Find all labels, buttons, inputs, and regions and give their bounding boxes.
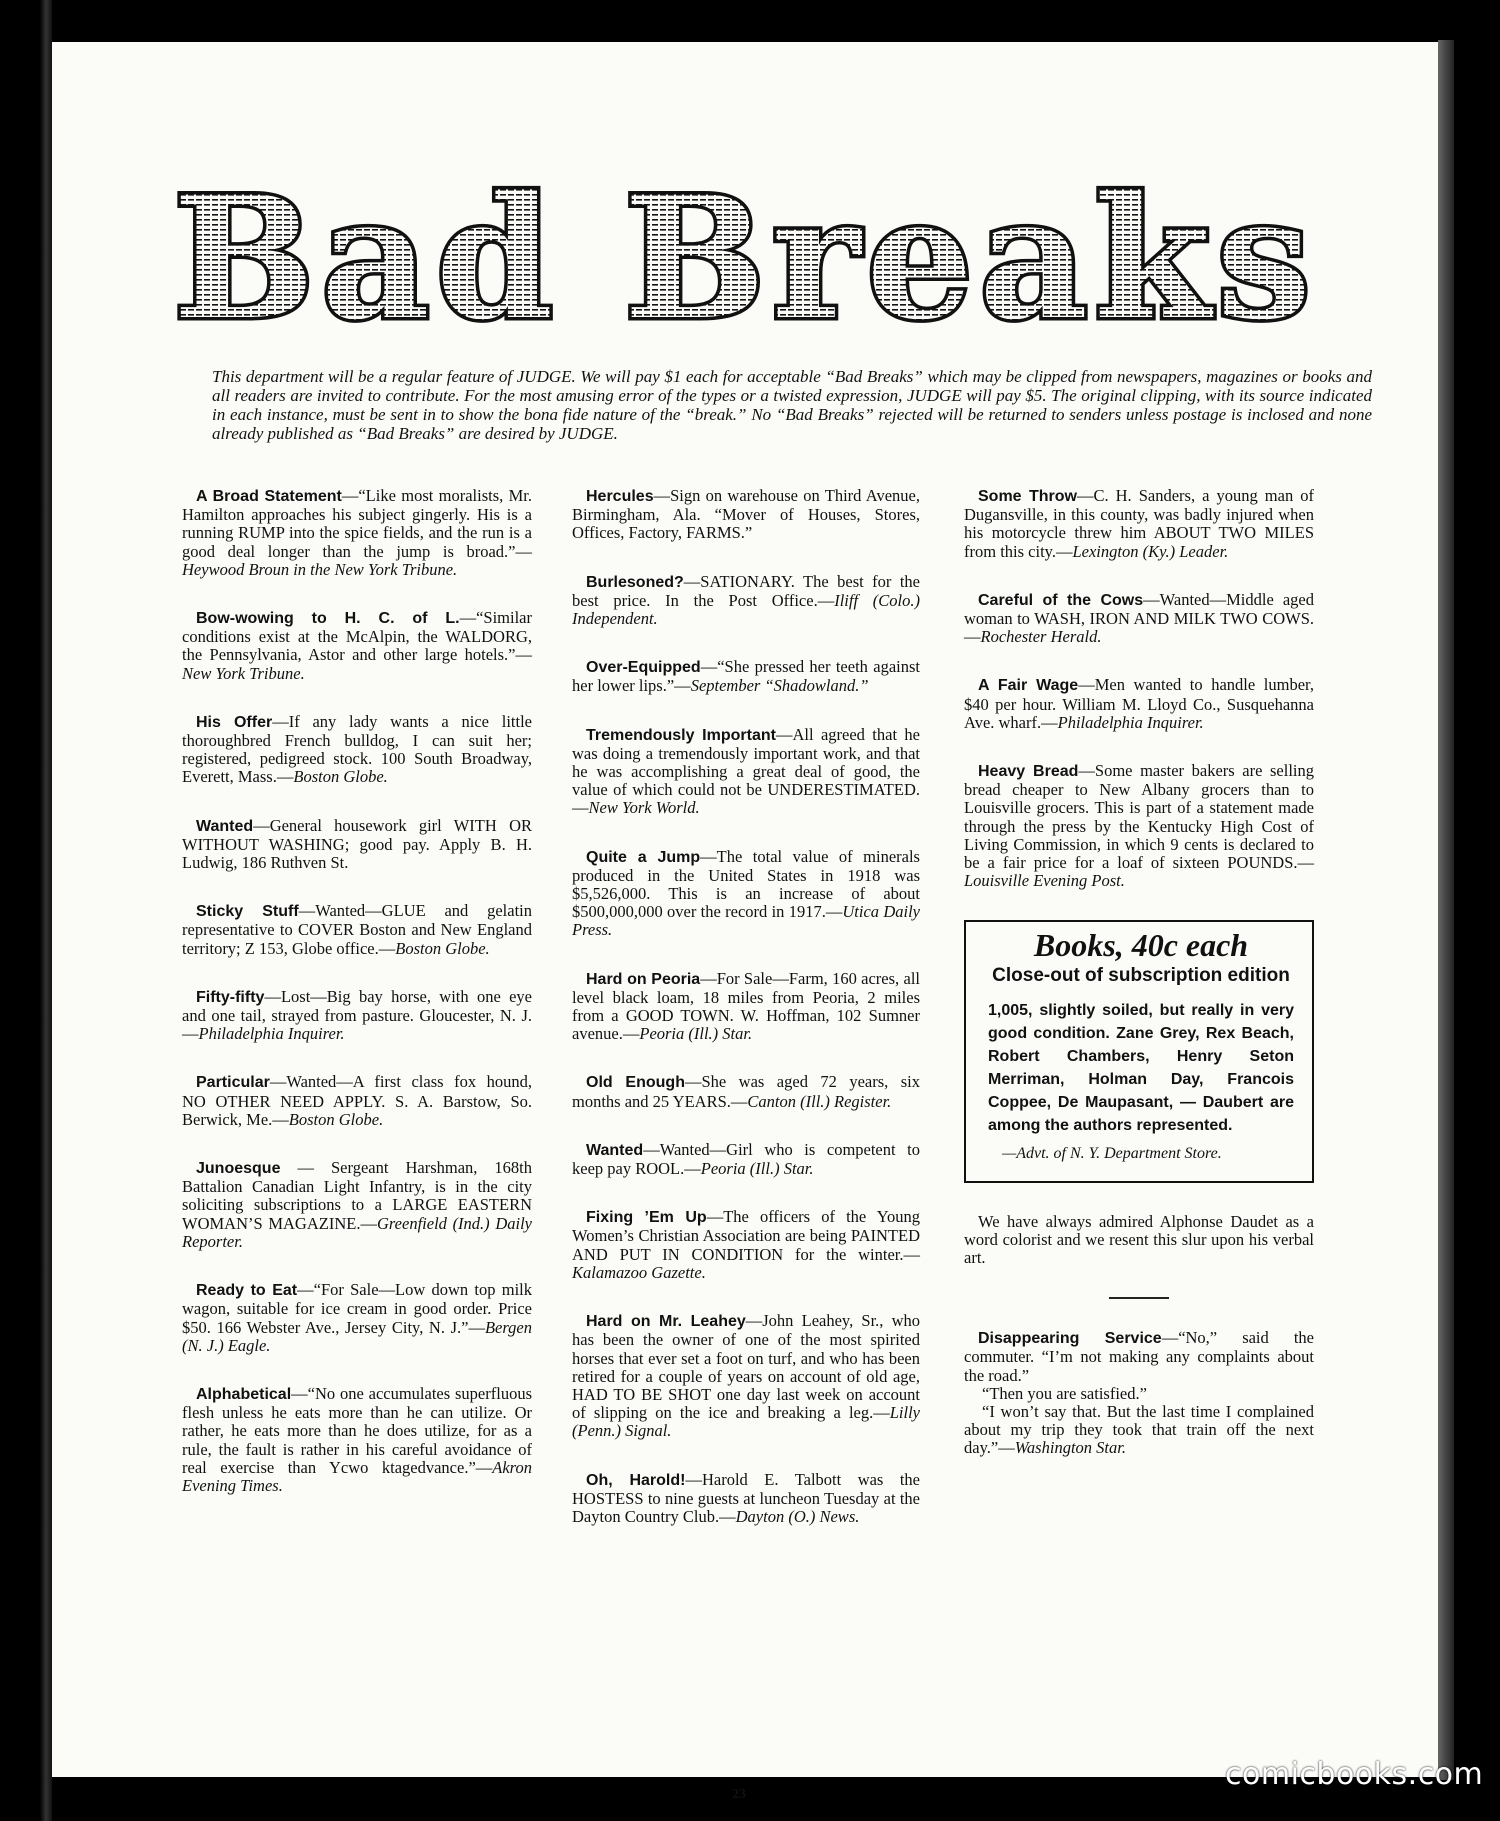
bad-break-text xyxy=(182,609,532,683)
bad-break-text xyxy=(572,1141,920,1178)
bad-break-source: Bergen (N. J.) Eagle. xyxy=(182,1317,532,1355)
bad-break-item xyxy=(182,1281,532,1355)
bad-break-item xyxy=(182,1385,532,1495)
bad-break-text xyxy=(572,1471,920,1527)
bad-break-body: —“No one accumulates superfluous flesh unless he eats more than he can utilize. Or rather, he eats more than he does utilize, for as a rule, the fault is rather in his careful avoidance of real exercise than Ycwo ktagedvance.”— xyxy=(182,1383,532,1477)
bad-break-source: September “Shadowland.” xyxy=(690,676,869,696)
bad-break-body: —Wanted—A first class fox hound, NO OTHER NEED APPLY. S. A. Barstow, So. Berwick, Me.— xyxy=(182,1072,532,1129)
bad-break-text xyxy=(572,1208,920,1282)
bad-break-body: —Harold E. Talbott was the HOSTESS to nine guests at luncheon Tuesday at the Dayton Country Club.— xyxy=(572,1469,921,1526)
bad-break-text xyxy=(964,591,1314,647)
bad-break-item xyxy=(572,848,920,940)
bad-break-text xyxy=(182,1281,532,1355)
bad-break-source: Akron Evening Times. xyxy=(182,1457,532,1495)
bad-break-body: —All agreed that he was doing a tremendously important work, and that he was accomplishing a great deal of good, the value of which could not be UNDERESTIMATED.— xyxy=(572,724,920,818)
bad-break-head: Hard on Mr. Leahey xyxy=(586,1313,746,1331)
final-text-1: —“No,” said the commuter. “I’m not making any complaints about the road.” xyxy=(964,1328,1314,1385)
bad-break-head: Wanted xyxy=(196,817,254,835)
bad-break-body: —Wanted—Girl who is competent to keep pay ROOL.— xyxy=(572,1139,920,1179)
bad-break-head: Bow-wowing to H. C. of L. xyxy=(196,610,460,628)
bad-break-item xyxy=(182,817,532,873)
bad-break-source: Dayton (O.) News. xyxy=(735,1506,860,1526)
bad-break-text xyxy=(572,1073,920,1110)
bad-break-body: —John Leahey, Sr., who has been the owner of one of the most spirited horses that ever set a foot on turf, and who has been retired for a couple of years on account of old age, HAD TO BE SHOT one day last week on account of slipping on the ice and breaking a leg.— xyxy=(572,1311,921,1423)
bad-break-item xyxy=(572,1312,920,1440)
bad-break-text xyxy=(572,726,920,818)
bad-break-head: His Offer xyxy=(196,713,273,731)
bad-break-head: Tremendously Important xyxy=(586,726,776,744)
bad-break-item xyxy=(572,487,920,543)
bad-break-body: —Sign on warehouse on Third Avenue, Birmingham, Ala. “Mover of Houses, Stores, Offices, Factory, FARMS.” xyxy=(572,486,920,543)
bad-break-source: Iliff (Colo.) Independent. xyxy=(572,590,920,629)
comment-text: We have always admired Alphonse Daudet as a word colorist and we resent this slur upon his verbal art. xyxy=(964,1211,1314,1268)
bad-break-text xyxy=(964,487,1314,561)
bad-break-source: Canton (Ill.) Register. xyxy=(747,1091,892,1111)
bad-break-source: Peoria (Ill.) Star. xyxy=(639,1024,753,1044)
bad-break-item xyxy=(964,487,1314,561)
bad-break-source: Lexington (Ky.) Leader. xyxy=(1072,541,1229,561)
ad-subtitle: Close-out of subscription edition xyxy=(992,964,1290,986)
bad-break-item xyxy=(572,726,920,818)
bad-break-head: Old Enough xyxy=(586,1074,685,1092)
bad-break-item xyxy=(182,1159,532,1251)
bad-break-head: Fixing ’Em Up xyxy=(586,1209,707,1227)
bad-break-body: — Sergeant Harshman, 168th Battalion Canadian Light Infantry, is in the city soliciting subscriptions to a LARGE EASTERN WOMAN’S MAGAZINE.— xyxy=(182,1158,532,1233)
final-line-1 xyxy=(964,1329,1314,1385)
bad-break-source: New York Tribune. xyxy=(182,663,305,683)
bad-break-source: Louisville Evening Post. xyxy=(964,871,1125,891)
bad-break-source: Boston Globe. xyxy=(395,938,490,958)
bad-break-item xyxy=(182,609,532,683)
bad-break-text xyxy=(182,988,532,1044)
intro-paragraph: This department will be a regular feature of JUDGE. We will pay $1 each for acceptable “Bad Breaks” which may be clipped from newspapers, magazines or books and all readers are invited to contribute. For the most amusing error of the types or a twisted expression, JUDGE will pay $5. The original clipping, with its source indicated in each instance, must be sent in to show the bona fide nature of the “break.” No “Bad Breaks” rejected will be returned to senders unless postage is inclosed and none already published as “Bad Breaks” are desired by JUDGE. xyxy=(212,367,1372,443)
divider-rule xyxy=(1109,1297,1169,1299)
bad-break-item xyxy=(572,970,920,1044)
bad-break-item xyxy=(964,762,1314,890)
bad-break-source: Utica Daily Press. xyxy=(572,902,920,940)
bad-break-text xyxy=(182,902,532,958)
bad-break-source: Philadelphia Inquirer. xyxy=(198,1024,345,1044)
bad-break-item xyxy=(572,1471,920,1527)
bad-break-head: A Fair Wage xyxy=(978,677,1079,695)
bad-break-head: Hercules xyxy=(586,488,654,505)
page-number: 23 xyxy=(732,1787,746,1802)
column-3 xyxy=(964,487,1314,1488)
bad-break-text xyxy=(182,817,532,873)
bad-break-item xyxy=(182,487,532,579)
final-line-3 xyxy=(964,1403,1314,1458)
final-text-3: “I won’t say that. But the last time I complained about my trip they took that train off the next day.”— xyxy=(964,1402,1314,1458)
bad-break-head: Ready to Eat xyxy=(196,1282,298,1300)
bad-break-body: —“Similar conditions exist at the McAlpin, the WALDORG, the Pennsylvania, Astor and other large hotels.”— xyxy=(182,608,532,665)
bad-break-head: Alphabetical xyxy=(196,1385,292,1403)
final-head: Disappearing Service xyxy=(978,1330,1162,1348)
bad-break-body: —The total value of minerals produced in the United States in 1918 was $5,526,000. This is an increase of about $500,000,000 over the record in 1917.— xyxy=(572,846,920,922)
bad-break-item xyxy=(572,1073,920,1110)
bad-break-source: Greenfield (Ind.) Daily Reporter. xyxy=(182,1213,533,1251)
bad-break-text xyxy=(572,848,920,940)
bad-break-text xyxy=(572,1312,920,1440)
bad-break-text xyxy=(182,1385,532,1495)
bad-break-source: Philadelphia Inquirer. xyxy=(1057,712,1204,732)
final-line-2: “Then you are satisfied.” xyxy=(982,1383,1147,1403)
bad-break-source: Peoria (Ill.) Star. xyxy=(700,1159,814,1179)
ad-title: Books, 40c each xyxy=(1033,927,1249,964)
bad-break-body: —Wanted—GLUE and gelatin representative to COVER Boston and New England territory; Z 153, Globe office.— xyxy=(182,901,533,958)
column-2 xyxy=(572,487,920,1556)
bad-break-body: —“Like most moralists, Mr. Hamilton approaches his subject gingerly. His is a running RUMP into the spice fields, and the run is a good deal longer than the jump is broad.”— xyxy=(182,486,532,561)
bad-break-item xyxy=(182,902,532,958)
page-edge xyxy=(1438,40,1454,1780)
bad-break-source: Boston Globe. xyxy=(293,767,388,787)
bad-break-head: Oh, Harold! xyxy=(586,1471,686,1489)
bad-break-item xyxy=(572,658,920,695)
bad-break-head: Junoesque xyxy=(196,1160,281,1178)
bad-break-body: —“For Sale—Low down top milk wagon, suitable for ice cream in good order. Price $50. 166 Webster Ave., Jersey City, N. J.”— xyxy=(182,1280,532,1337)
bad-break-head: Sticky Stuff xyxy=(196,903,299,921)
masthead-title: Bad Breaks xyxy=(172,159,1318,352)
ad-source: —Advt. of N. Y. Department Store. xyxy=(1002,1144,1222,1162)
bad-break-head: Hard on Peoria xyxy=(586,970,701,988)
bad-break-body: —Lost—Big bay horse, with one eye and one tail, strayed from pasture. Gloucester, N. J.— xyxy=(182,986,532,1044)
bad-break-text xyxy=(572,573,920,629)
bad-break-body: —General housework girl WITH OR WITHOUT WASHING; good pay. Apply B. H. Ludwig, 186 Ruthven St. xyxy=(182,815,532,873)
masthead xyxy=(52,152,1438,372)
bad-break-head: Quite a Jump xyxy=(586,848,701,866)
bad-break-head: Fifty-fifty xyxy=(196,988,265,1006)
bad-break-text xyxy=(572,970,920,1044)
bad-break-item xyxy=(572,1141,920,1178)
bad-break-item xyxy=(964,676,1314,732)
bad-break-body: —The officers of the Young Women’s Christian Association are being PAINTED AND PUT IN CONDITION for the winter.— xyxy=(572,1207,921,1264)
bad-break-text xyxy=(182,1159,532,1251)
bad-break-body: —C. H. Sanders, a young man of Dugansville, in this county, was badly injured when his motorcycle threw him ABOUT TWO MILES from this city.— xyxy=(964,486,1314,561)
bad-break-body: —She was aged 72 years, six months and 25 YEARS.— xyxy=(572,1072,920,1111)
final-source: Washington Star. xyxy=(1014,1438,1126,1458)
bad-break-text xyxy=(182,487,532,579)
bad-break-head: Careful of the Cows xyxy=(978,591,1144,609)
column-1 xyxy=(182,487,532,1525)
bad-break-body: —Men wanted to handle lumber, $40 per hour. William M. Lloyd Co., Susquehanna Ave. wharf.— xyxy=(964,675,1314,732)
bad-break-text xyxy=(182,1073,532,1129)
bad-break-item xyxy=(182,1073,532,1129)
bad-break-body: —If any lady wants a nice little thoroughbred French bulldog, I can suit her; registered, pedigreed stock. 100 South Broadway, Everett, Mass.— xyxy=(182,711,532,787)
books-ad-box xyxy=(964,920,1314,1182)
bad-break-head: Particular xyxy=(196,1074,270,1092)
bad-break-head: Burlesoned? xyxy=(586,573,684,591)
editor-comment xyxy=(964,1213,1314,1268)
column-3-items xyxy=(964,487,1314,890)
bad-break-head: Over-Equipped xyxy=(586,659,701,677)
bad-break-body: —Wanted—Middle aged woman to WASH, IRON AND MILK TWO COWS.— xyxy=(964,589,1315,647)
bad-break-body: —“She pressed her teeth against her lower lips.”— xyxy=(572,657,920,696)
bad-break-head: Some Throw xyxy=(978,488,1077,505)
final-item xyxy=(964,1329,1314,1457)
bad-break-item xyxy=(182,713,532,787)
bad-break-text xyxy=(964,676,1314,732)
bad-break-item xyxy=(182,988,532,1044)
masthead-svg xyxy=(52,152,1438,352)
bad-break-source: Boston Globe. xyxy=(288,1109,384,1129)
ad-body: 1,005, slightly soiled, but really in very good condition. Zane Grey, Rex Beach, Robert Chambers, Henry Seton Merriman, Holman Day, Francois Coppee, De Maupasant, — Daubert are among the authors represented. xyxy=(988,1001,1294,1134)
bad-break-text xyxy=(572,487,920,543)
bad-break-source: Rochester Herald. xyxy=(980,627,1102,647)
bad-break-item xyxy=(964,591,1314,647)
bad-break-source: Kalamazoo Gazette. xyxy=(572,1262,706,1282)
bad-break-item xyxy=(572,573,920,629)
bad-break-source: New York World. xyxy=(588,798,700,818)
binding-gutter xyxy=(0,0,52,1821)
bad-break-body: —For Sale—Farm, 160 acres, all level black loam, 18 miles from Peoria, 2 miles from a GOOD TOWN. W. Hoffman, 102 Sumner avenue.— xyxy=(572,968,920,1044)
watermark: comicbooks.com xyxy=(1225,1757,1484,1792)
bad-break-text xyxy=(964,762,1314,890)
bad-break-text xyxy=(572,658,920,695)
bad-break-source: Lilly (Penn.) Signal. xyxy=(572,1403,920,1441)
bad-break-item xyxy=(572,1208,920,1282)
bad-break-body: —SATIONARY. The best for the best price. In the Post Office.— xyxy=(572,571,920,610)
bad-break-head: Heavy Bread xyxy=(978,763,1079,781)
bad-break-head: Wanted xyxy=(586,1141,644,1159)
bad-break-head: A Broad Statement xyxy=(196,488,342,505)
bad-break-text xyxy=(182,713,532,787)
bad-break-source: Heywood Broun in the New York Tribune. xyxy=(182,559,458,579)
bad-break-body: —Some master bakers are selling bread cheaper to New Albany grocers than to Louisville grocers. This is part of a statement made through the press by the Kentucky High Cost of Living Commission, in which 9 cents is declared to be a fair price for a loaf of sixteen POUNDS.— xyxy=(964,761,1314,873)
